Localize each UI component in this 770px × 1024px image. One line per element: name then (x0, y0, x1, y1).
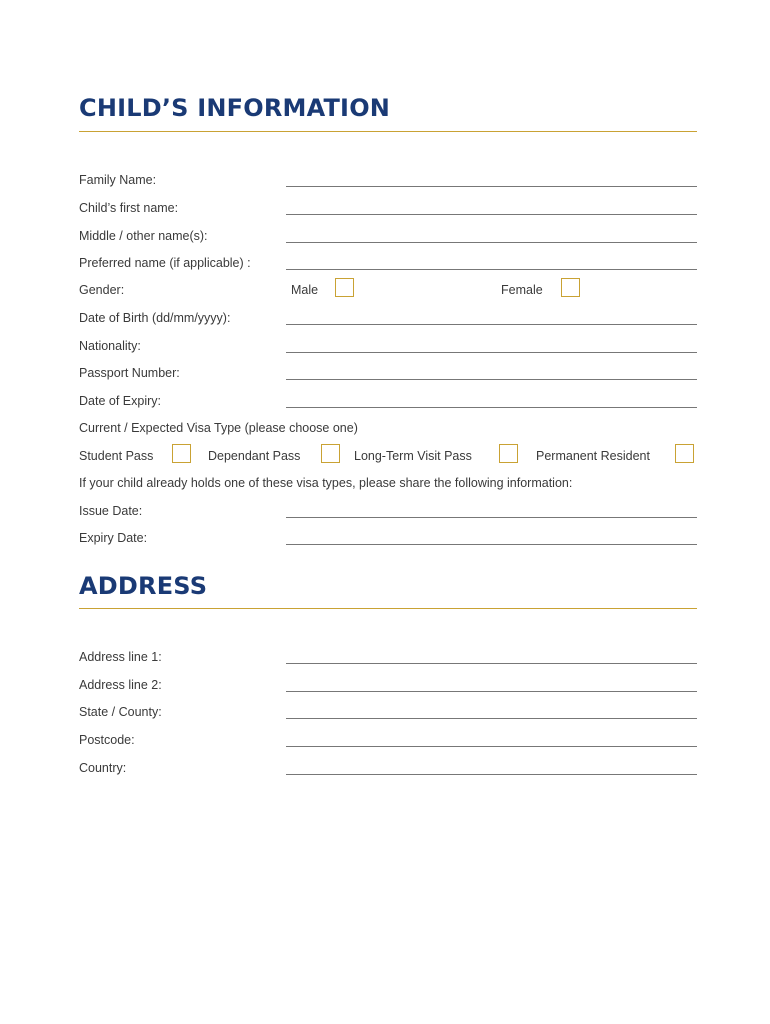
issue-date-label: Issue Date: (79, 504, 143, 518)
first-name-label: Child’s first name: (79, 201, 179, 215)
middle-names-label: Middle / other name(s): (79, 229, 208, 243)
nationality-label: Nationality: (79, 339, 141, 353)
nationality-row (79, 337, 697, 357)
postcode-field[interactable] (286, 746, 697, 747)
address-heading: ADDRESS (79, 572, 208, 600)
state-county-row (79, 703, 697, 723)
address-line1-row (79, 648, 697, 668)
postcode-label: Postcode: (79, 733, 135, 747)
male-option-label: Male (291, 283, 319, 297)
dependant-pass-checkbox[interactable] (321, 444, 340, 463)
address-line1-field[interactable] (286, 663, 697, 664)
middle-names-row (79, 227, 697, 247)
permanent-resident-label: Permanent Resident (536, 449, 650, 463)
childs-information-heading: CHILD’S INFORMATION (79, 94, 391, 122)
passport-number-field[interactable] (286, 379, 697, 380)
expiry-date-field[interactable] (286, 544, 697, 545)
state-county-label: State / County: (79, 705, 162, 719)
student-pass-checkbox[interactable] (172, 444, 191, 463)
issue-date-row (79, 502, 697, 522)
male-checkbox[interactable] (335, 278, 354, 297)
long-term-visit-pass-checkbox[interactable] (499, 444, 518, 463)
date-of-expiry-label: Date of Expiry: (79, 394, 161, 408)
first-name-field[interactable] (286, 214, 697, 215)
postcode-row (79, 731, 697, 751)
preferred-name-field[interactable] (286, 269, 697, 270)
address-line1-label: Address line 1: (79, 650, 162, 664)
visa-info-note: If your child already holds one of these visa types, please share the following information: (79, 476, 573, 490)
preferred-name-label: Preferred name (if applicable) : (79, 256, 251, 270)
dob-label: Date of Birth (dd/mm/yyyy): (79, 311, 231, 325)
dob-row (79, 309, 697, 329)
passport-number-label: Passport Number: (79, 366, 180, 380)
family-name-row (79, 171, 697, 191)
permanent-resident-checkbox[interactable] (675, 444, 694, 463)
expiry-date-label: Expiry Date: (79, 531, 148, 545)
country-field[interactable] (286, 774, 697, 775)
country-row (79, 759, 697, 779)
visa-type-prompt: Current / Expected Visa Type (please choose one) (79, 421, 358, 435)
address-line2-label: Address line 2: (79, 678, 162, 692)
date-of-expiry-field[interactable] (286, 407, 697, 408)
country-label: Country: (79, 761, 127, 775)
family-name-field[interactable] (286, 186, 697, 187)
expiry-date-row (79, 529, 697, 549)
address-line2-field[interactable] (286, 691, 697, 692)
student-pass-label: Student Pass (79, 449, 154, 463)
address-divider (79, 608, 697, 609)
visa-options-row (79, 447, 697, 467)
family-name-label: Family Name: (79, 173, 157, 187)
first-name-row (79, 199, 697, 219)
dob-field[interactable] (286, 324, 697, 325)
middle-names-field[interactable] (286, 242, 697, 243)
gender-label: Gender: (79, 283, 125, 297)
date-of-expiry-row (79, 392, 697, 412)
female-option-label: Female (501, 283, 543, 297)
heading-divider (79, 131, 697, 132)
preferred-name-row (79, 254, 697, 274)
female-checkbox[interactable] (561, 278, 580, 297)
nationality-field[interactable] (286, 352, 697, 353)
passport-number-row (79, 364, 697, 384)
dependant-pass-label: Dependant Pass (208, 449, 301, 463)
gender-row (79, 281, 697, 301)
issue-date-field[interactable] (286, 517, 697, 518)
state-county-field[interactable] (286, 718, 697, 719)
long-term-visit-pass-label: Long-Term Visit Pass (354, 449, 472, 463)
address-line2-row (79, 676, 697, 696)
